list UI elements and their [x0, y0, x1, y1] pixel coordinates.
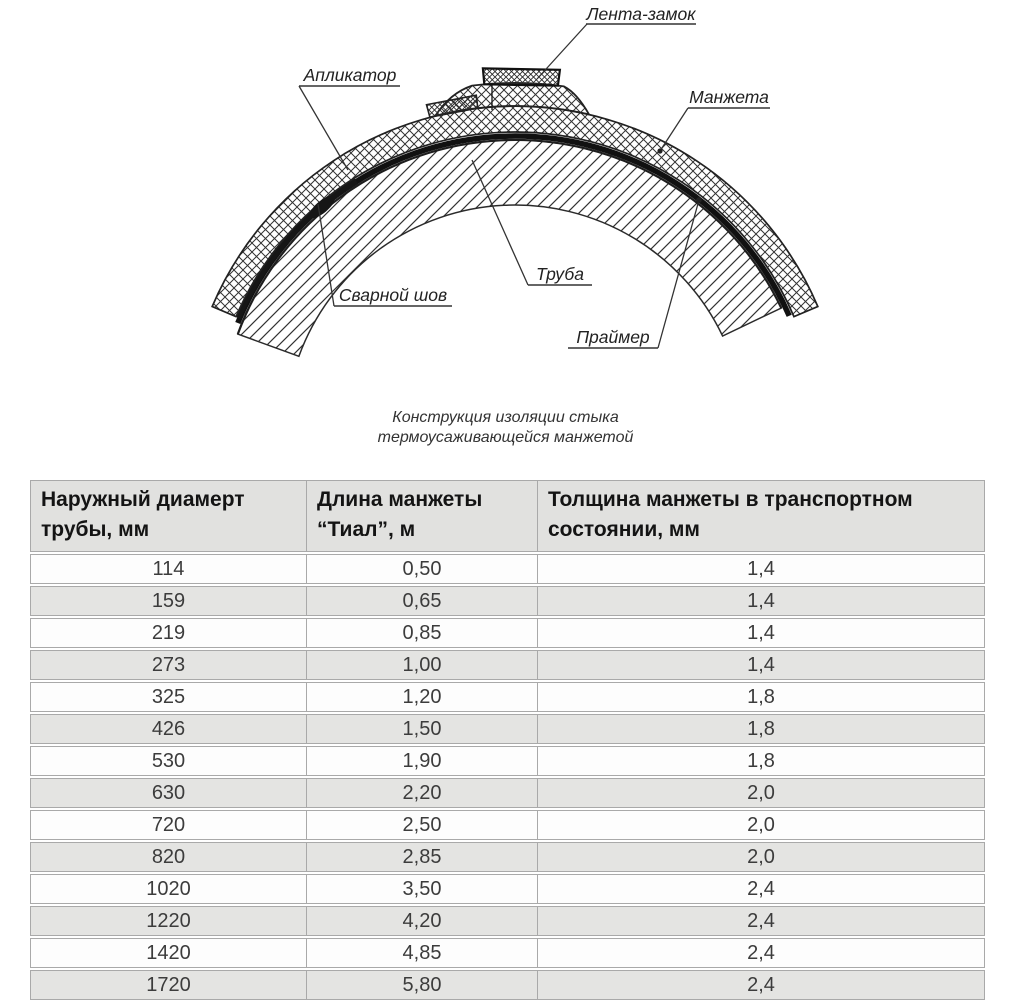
- table-cell: 2,4: [538, 874, 985, 904]
- label-lock-strip: Лента-замок: [586, 4, 696, 24]
- leader-applicator: [299, 86, 348, 170]
- table-row: [30, 938, 985, 968]
- table-cell: 2,85: [307, 842, 538, 872]
- figure-caption-line2: термоусаживающейся манжетой: [377, 429, 634, 446]
- table-cell: 1,8: [538, 714, 985, 744]
- lock-strip-shape: [483, 68, 560, 85]
- label-applicator: Апликатор: [303, 65, 397, 85]
- table-row: [30, 874, 985, 904]
- table-cell: 630: [30, 778, 307, 808]
- header-sleeve-length: Длина манжеты “Тиал”, м: [307, 480, 538, 552]
- header-sleeve-thickness: Толщина манжеты в транспортном состоянии, мм: [538, 480, 985, 552]
- table-cell: 3,50: [307, 874, 538, 904]
- table-row: [30, 682, 985, 712]
- table-cell: 4,85: [307, 938, 538, 968]
- table-cell: 530: [30, 746, 307, 776]
- leader-lock-strip: [537, 24, 587, 79]
- table-cell: 1,4: [538, 586, 985, 616]
- label-sleeve: Манжета: [689, 87, 769, 107]
- table-row: [30, 906, 985, 936]
- table-cell: 1,50: [307, 714, 538, 744]
- table-row: [30, 778, 985, 808]
- table-cell: 2,0: [538, 842, 985, 872]
- table-row: [30, 650, 985, 680]
- table-cell: 325: [30, 682, 307, 712]
- table-row: [30, 970, 985, 1000]
- table-cell: 0,85: [307, 618, 538, 648]
- table-cell: 1720: [30, 970, 307, 1000]
- table-cell: 0,65: [307, 586, 538, 616]
- table-cell: 273: [30, 650, 307, 680]
- table-cell: 5,80: [307, 970, 538, 1000]
- pipe-joint-diagram: [0, 0, 1011, 400]
- table-cell: 1220: [30, 906, 307, 936]
- table-cell: 2,4: [538, 906, 985, 936]
- leader-sleeve: [660, 108, 688, 151]
- table-cell: 1,8: [538, 746, 985, 776]
- table-cell: 0,50: [307, 554, 538, 584]
- figure-caption: [0, 408, 1011, 448]
- table-body: [30, 554, 985, 1000]
- table-cell: 1420: [30, 938, 307, 968]
- table-row: [30, 618, 985, 648]
- table-cell: 1,20: [307, 682, 538, 712]
- table-cell: 820: [30, 842, 307, 872]
- table-cell: 1,4: [538, 554, 985, 584]
- table-cell: 1020: [30, 874, 307, 904]
- figure-caption-line1: Конструкция изоляции стыка: [392, 409, 619, 426]
- table-row: [30, 746, 985, 776]
- label-pipe: Труба: [536, 264, 584, 284]
- table-cell: 114: [30, 554, 307, 584]
- leader-primer-dot: [696, 197, 702, 203]
- label-primer: Праймер: [576, 327, 650, 347]
- table-row: [30, 810, 985, 840]
- table-cell: 2,4: [538, 970, 985, 1000]
- table-cell: 426: [30, 714, 307, 744]
- leader-sleeve-dot: [657, 148, 662, 153]
- table-cell: 2,50: [307, 810, 538, 840]
- table-cell: 2,4: [538, 938, 985, 968]
- table-row: [30, 586, 985, 616]
- table-cell: 1,90: [307, 746, 538, 776]
- table-cell: 1,8: [538, 682, 985, 712]
- table-cell: 1,00: [307, 650, 538, 680]
- table-cell: 2,0: [538, 778, 985, 808]
- table-cell: 1,4: [538, 618, 985, 648]
- table-cell: 1,4: [538, 650, 985, 680]
- table-header-row: [30, 480, 985, 552]
- header-outer-diameter: Наружный диамерт трубы, мм: [30, 480, 307, 552]
- table-row: [30, 554, 985, 584]
- table-cell: 219: [30, 618, 307, 648]
- table-cell: 2,0: [538, 810, 985, 840]
- table-row: [30, 714, 985, 744]
- table-cell: 159: [30, 586, 307, 616]
- label-weld-seam: Сварной шов: [338, 285, 448, 305]
- dimension-table: [30, 478, 985, 1000]
- table-cell: 720: [30, 810, 307, 840]
- table-cell: 4,20: [307, 906, 538, 936]
- table-row: [30, 842, 985, 872]
- table-cell: 2,20: [307, 778, 538, 808]
